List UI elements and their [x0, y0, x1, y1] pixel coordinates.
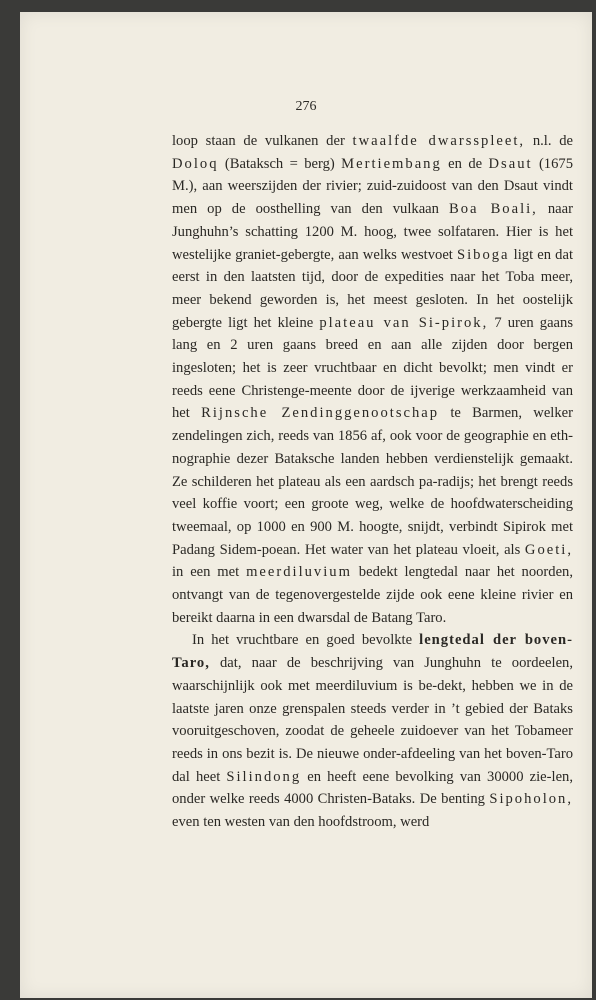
- text-run: en heeft eene bevolking van 30000 zie-len, onder welke reeds 4000 Christen-Bataks. De benting: [172, 768, 573, 808]
- book-page: [20, 12, 592, 998]
- text-run: loop staan de vulkanen der: [172, 133, 353, 149]
- spaced-term: Boa Boali,: [449, 201, 538, 218]
- text-run: bedekt lengtedal naar het noorden, ontvangt van de tegenovergestelde zijde ook eene kleine rivier en bereikt daarna in een dwarsdal de Batang Taro.: [172, 564, 574, 626]
- spaced-term: Goeti,: [524, 541, 573, 558]
- spaced-term: plateau van Si-pirok,: [319, 314, 489, 331]
- spaced-term: Mertiembang: [341, 155, 442, 172]
- spaced-term: Siboga: [457, 246, 510, 263]
- text-run: (1675 M.), aan weerszijden der rivier; zuid-zuidoost van den Dsaut vindt men op de oosthelling van den vulkaan: [172, 155, 573, 218]
- text-run: en de: [441, 155, 489, 172]
- text-run: n.l. de: [525, 133, 573, 149]
- page-number: 276: [295, 99, 317, 114]
- text-run: In het vruchtbare en goed bevolkte: [192, 632, 420, 649]
- spaced-term: Sipoholon,: [489, 791, 573, 808]
- paragraph-1: [172, 130, 573, 629]
- spaced-term: Rijnsche Zendinggenootschap: [201, 405, 440, 422]
- spaced-term: twaalfde dwarsspleet,: [352, 133, 526, 149]
- body-text: [172, 130, 573, 834]
- text-run: ligt en dat eerst in den laatsten tijd, door de expedities naar het Toba meer, meer bekend geworden is, het meest gesloten. In het oostelijk gebergte ligt het kleine: [172, 246, 573, 331]
- spaced-term: meerdiluvium: [246, 564, 352, 581]
- spaced-term: Dsaut: [488, 155, 533, 172]
- bold-term: lengtedal der boven-Taro,: [172, 632, 573, 672]
- text-run: even ten westen van den hoofdstroom, werd: [172, 814, 430, 831]
- spaced-term: Silindong: [226, 768, 302, 785]
- paragraph-2: [172, 629, 573, 833]
- text-run: in een met: [172, 564, 247, 581]
- text-run: dat, naar de beschrijving van Junghuhn te oordeelen, waarschijnlijk ook met meerdiluvium is be-dekt, hebben we in de laatste jaren onze grenspalen steeds verder in ’t gebied der Bataks vooruitgeschoven, zoodat de geheele zuidoever van het Tobameer reeds in ons bezit is. De nieuwe onder-afdeeling van het boven-Taro dal heet: [172, 655, 573, 785]
- text-run: (Bataksch = berg): [218, 155, 342, 172]
- text-run: 7 uren gaans lang en 2 uren gaans breed en aan alle zijden door bergen ingesloten; het is zeer vruchtbaar en dicht bevolkt; men vindt er reeds eene Christenge-meente door de ijverige werkzaamheid van het: [172, 314, 573, 422]
- text-run: naar Junghuhn’s schatting 1200 M. hoog, twee solfataren. Hier is het westelijke graniet-gebergte, aan welks westvoet: [172, 201, 573, 263]
- text-run: te Barmen, welker zendelingen zich, reeds van 1856 af, ook voor de geographie en eth-nographie dezer Bataksche landen hebben verdienstelijk gemaakt. Ze schilderen het plateau als een aardsch pa-radijs; het brengt reeds veel koffie voort; een groote weg, welke de hoofdwaterscheiding tweemaal, op 1000 en 900 M. hoogte, snijdt, verbindt Sipirok met Padang Sidem-poean. Het water van het plateau vloeit, als: [172, 405, 573, 558]
- spaced-term: Doloq: [172, 155, 219, 172]
